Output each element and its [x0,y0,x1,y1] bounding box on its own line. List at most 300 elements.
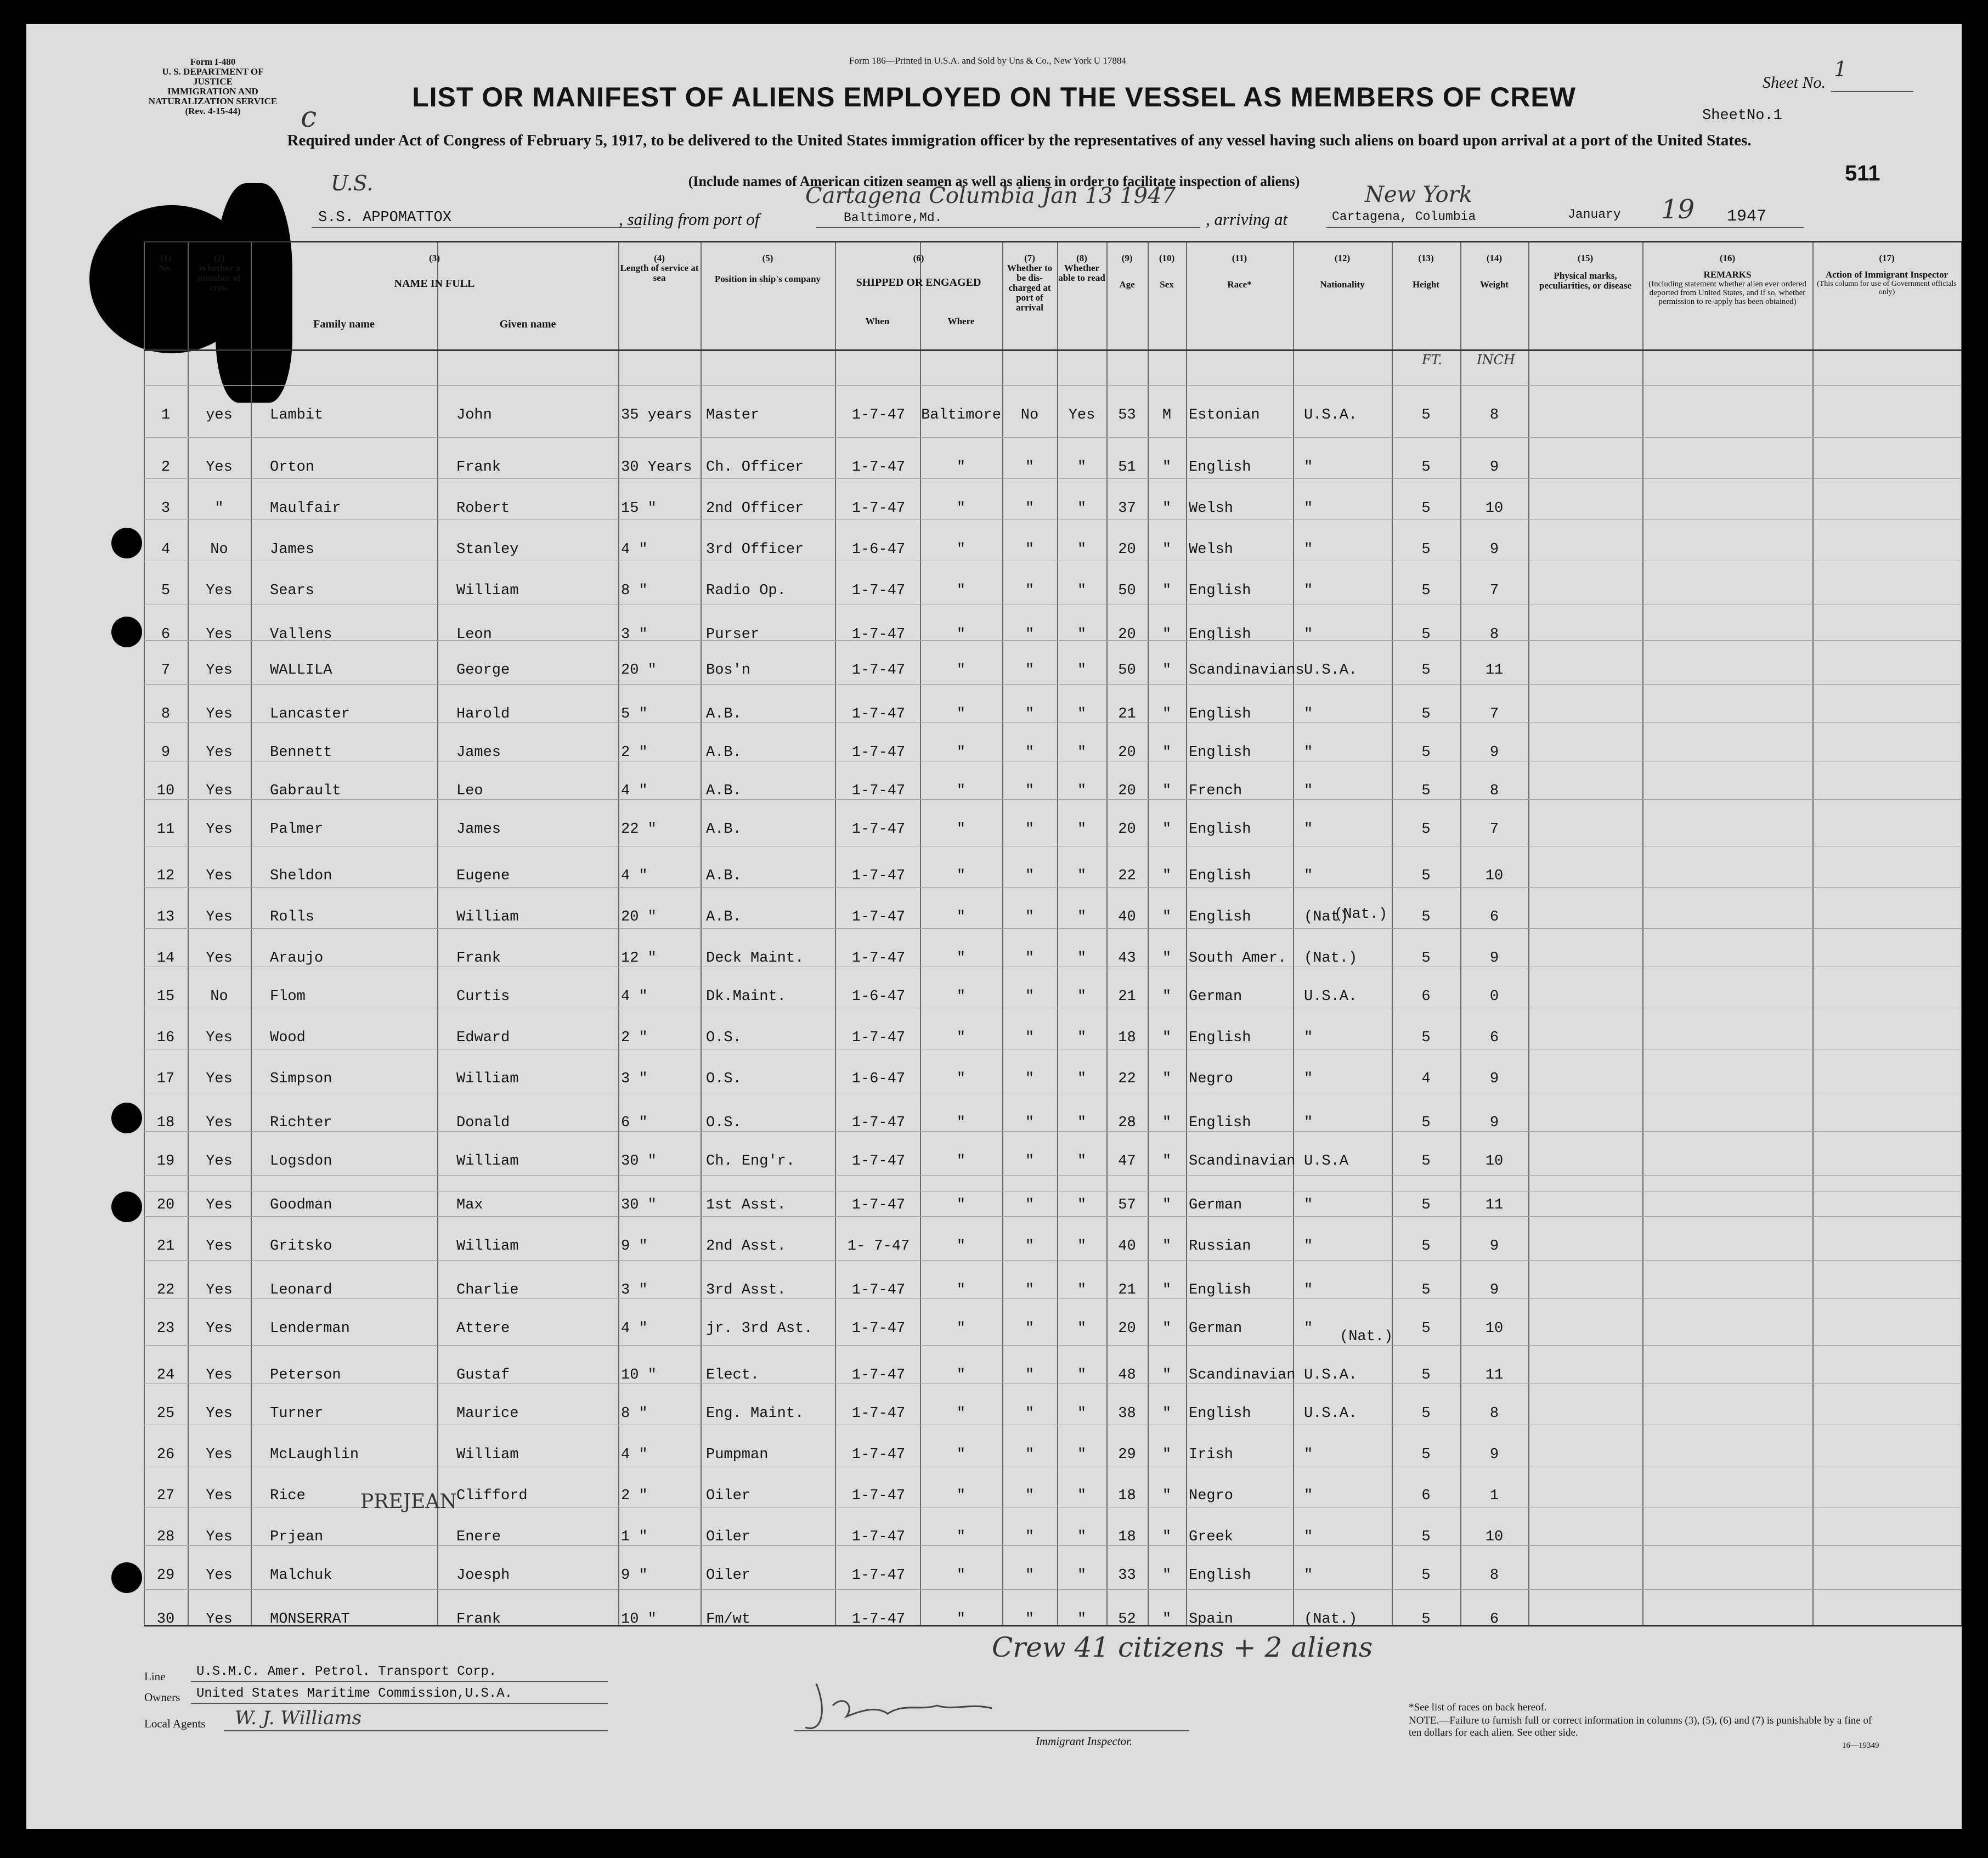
family-name-cell: Gabrault [270,783,341,799]
length-service-cell: 4 " [621,783,648,799]
position-cell: Purser [706,626,760,643]
discharged-cell: " [1025,1447,1035,1463]
sailing-label: , sailing from port of [619,210,760,229]
row-number: 7 [161,662,171,679]
height-ft-cell: 5 [1421,706,1431,722]
col-shipped-engaged: SHIPPED OR ENGAGED [856,276,981,289]
able-to-read-cell: " [1077,459,1087,476]
able-to-read-cell: " [1077,541,1087,558]
race-cell: Greek [1189,1529,1234,1545]
height-inch-cell: 10 [1485,868,1504,884]
able-to-read-cell: " [1077,1153,1087,1170]
col-num: (7) [1024,253,1035,263]
col-num: (1) [160,253,171,263]
height-ft-cell: 5 [1421,1197,1431,1213]
sex-cell: " [1162,868,1172,884]
race-cell: English [1189,744,1251,761]
row-divider [144,1175,1962,1176]
shipped-where-cell: " [956,1153,966,1170]
family-name-cell: Malchuk [270,1567,332,1584]
height-inch-cell: 9 [1489,1447,1499,1463]
given-name-cell: Frank [456,950,501,967]
member-cell: Yes [206,1320,233,1337]
position-cell: 2nd Officer [706,500,804,517]
sailing-port: Baltimore,Md. [844,211,942,225]
position-cell: jr. 3rd Ast. [706,1320,813,1337]
nationality-cell: " [1304,626,1313,643]
prejean-annotation: PREJEAN [360,1490,457,1513]
nationality-cell: " [1304,1238,1313,1255]
nat-annotation-24: (Nat.) [1340,1329,1393,1345]
length-service-cell: 4 " [621,868,648,884]
shipped-when-cell: 1-6-47 [851,541,906,558]
discharged-cell: " [1025,1405,1035,1422]
age-cell: 20 [1118,626,1136,643]
discharged-cell: " [1025,868,1035,884]
shipped-when-cell: 1-7-47 [851,583,906,599]
length-service-cell: 4 " [621,1320,648,1337]
height-inch-cell: 7 [1489,706,1499,722]
member-cell: Yes [206,1488,233,1504]
able-to-read-cell: " [1077,1488,1087,1504]
shipped-where-cell: " [956,459,966,476]
age-cell: 21 [1118,1282,1136,1298]
col-nationality: Nationality [1320,279,1365,290]
sheet-no-label: Sheet No. [1763,74,1826,92]
discharged-cell: " [1025,1367,1035,1383]
length-service-cell: 4 " [621,989,648,1005]
col-given-name: Given name [499,318,556,330]
given-name-cell: Frank [456,1611,501,1628]
col-num: (6) [913,253,924,263]
height-ft-cell: 5 [1421,500,1431,517]
height-inch-cell: 9 [1489,1115,1499,1131]
sex-cell: " [1162,1529,1172,1545]
punch-hole [111,617,142,647]
length-service-cell: 10 " [621,1367,657,1383]
col-num: (13) [1418,253,1434,263]
given-name-cell: Clifford [456,1488,528,1504]
height-inch-cell: 8 [1489,783,1499,799]
height-ft-cell: 5 [1421,1611,1431,1628]
height-ft-cell: 5 [1421,1405,1431,1422]
col-num: (16) [1719,253,1736,263]
discharged-cell: " [1025,1320,1035,1337]
arriving-hand: New York [1365,182,1472,207]
row-number: 12 [156,868,175,884]
race-cell: English [1189,706,1251,722]
nationality-cell: " [1304,1197,1313,1213]
shipped-where-cell: " [956,500,966,517]
height-ft-cell: 5 [1421,459,1431,476]
shipped-when-cell: 1-7-47 [851,1367,906,1383]
length-service-cell: 20 " [621,662,657,679]
sex-cell: " [1162,1030,1172,1046]
height-ft-cell: 5 [1421,541,1431,558]
race-cell: English [1189,1115,1251,1131]
discharged-cell: " [1025,1611,1035,1628]
discharged-cell: " [1025,1153,1035,1170]
row-divider [144,1298,1962,1299]
able-to-read-cell: " [1077,1567,1087,1584]
ft-label: FT. [1422,352,1442,368]
col-name-in-full: NAME IN FULL [394,278,475,290]
nationality-cell: U.S.A. [1304,662,1358,679]
inspector-label: Immigrant Inspector. [1036,1735,1133,1748]
hand-mark-c: c [301,101,317,134]
race-cell: English [1189,1567,1251,1584]
race-cell: English [1189,626,1251,643]
member-cell: No [210,541,228,558]
shipped-where-cell: " [956,1115,966,1131]
family-name-cell: Sears [270,583,315,599]
able-to-read-cell: " [1077,744,1087,761]
col-action-sub: (This column for use of Government officials only) [1817,280,1957,296]
owners-value: United States Maritime Commission,U.S.A. [196,1686,513,1701]
height-inch-cell: 6 [1489,1030,1499,1046]
shipped-where-cell: " [956,1320,966,1337]
shipped-where-cell: " [956,583,966,599]
col-num: (15) [1577,253,1594,263]
shipped-when-cell: 1-7-47 [851,1529,906,1545]
position-cell: 3rd Asst. [706,1282,786,1298]
row-number: 24 [156,1367,175,1383]
sex-cell: " [1162,1153,1172,1170]
nationality-cell: U.S.A. [1304,1367,1358,1383]
age-cell: 53 [1118,407,1136,423]
height-ft-cell: 5 [1421,744,1431,761]
shipped-where-cell: " [956,1030,966,1046]
col-num: (11) [1232,253,1247,263]
height-inch-cell: 11 [1485,1367,1504,1383]
sailing-rule [816,227,1200,228]
member-cell: Yes [206,459,233,476]
height-ft-cell: 5 [1421,950,1431,967]
discharged-cell: " [1025,950,1035,967]
shipped-when-cell: 1-7-47 [851,407,906,423]
shipped-where-cell: " [956,1567,966,1584]
sex-cell: " [1162,989,1172,1005]
col-when: When [865,316,890,326]
family-name-cell: Peterson [270,1367,341,1383]
height-inch-cell: 10 [1485,1153,1504,1170]
crew-count-note: Crew 41 citizens + 2 aliens [992,1631,1373,1663]
age-cell: 18 [1118,1488,1136,1504]
punch-hole [111,1191,142,1222]
col-discharged: Whether to be dis-charged at port of arrival [1007,263,1053,313]
row-number: 14 [156,950,175,967]
family-name-cell: Vallens [270,626,332,643]
punch-hole [111,528,142,558]
sheet-no-hand: 1 [1834,57,1848,81]
family-name-cell: Logsdon [270,1153,332,1170]
discharged-cell: " [1025,583,1035,599]
nationality-cell: " [1304,1320,1313,1337]
col-num: (5) [762,253,773,263]
shipped-where-cell: " [956,1197,966,1213]
length-service-cell: 9 " [621,1567,648,1584]
shipped-where-cell: " [956,1367,966,1383]
col-num: (17) [1879,253,1895,263]
length-service-cell: 35 years [621,407,692,423]
height-inch-cell: 11 [1485,1197,1504,1213]
able-to-read-cell: " [1077,1529,1087,1545]
age-cell: 52 [1118,1611,1136,1628]
col-where: Where [947,316,975,326]
position-cell: Eng. Maint. [706,1405,804,1422]
row-number: 6 [161,626,171,643]
length-service-cell: 30 " [621,1153,657,1170]
nationality-cell: " [1304,1529,1313,1545]
row-number: 13 [156,909,175,925]
position-cell: A.B. [706,744,742,761]
race-cell: Negro [1189,1071,1234,1087]
discharged-cell: " [1025,1115,1035,1131]
member-cell: Yes [206,744,233,761]
discharged-cell: " [1025,500,1035,517]
row-number: 25 [156,1405,175,1422]
discharged-cell: " [1025,1238,1035,1255]
member-cell: " [214,500,224,517]
able-to-read-cell: " [1077,706,1087,722]
height-ft-cell: 5 [1421,1367,1431,1383]
race-cell: English [1189,1282,1251,1298]
given-name-cell: Stanley [456,541,519,558]
height-inch-cell: 6 [1489,909,1499,925]
race-cell: Negro [1189,1488,1234,1504]
given-name-cell: Harold [456,706,510,722]
height-inch-cell: 10 [1485,500,1504,517]
position-cell: Master [706,407,760,423]
length-service-cell: 9 " [621,1238,648,1255]
race-cell: Scandinavian [1189,1153,1296,1170]
age-cell: 21 [1118,706,1136,722]
height-ft-cell: 5 [1421,583,1431,599]
member-cell: No [210,989,228,1005]
row-divider [144,437,1962,438]
age-cell: 22 [1118,1071,1136,1087]
given-name-cell: Gustaf [456,1367,510,1383]
row-divider [144,1131,1962,1132]
position-cell: Ch. Eng'r. [706,1153,795,1170]
length-service-cell: 2 " [621,1030,648,1046]
position-cell: 3rd Officer [706,541,804,558]
age-cell: 50 [1118,662,1136,679]
height-inch-cell: 9 [1489,459,1499,476]
able-to-read-cell: " [1077,909,1087,925]
able-to-read-cell: " [1077,1197,1087,1213]
form-id: Form I-480 [190,57,236,67]
nationality-cell: " [1304,821,1313,838]
family-name-cell: Lambit [270,407,324,423]
member-cell: Yes [206,1115,233,1131]
height-inch-cell: 0 [1489,989,1499,1005]
able-to-read-cell: " [1077,1030,1087,1046]
shipped-when-cell: 1-7-47 [851,1320,906,1337]
height-inch-cell: 11 [1485,662,1504,679]
shipped-when-cell: 1-7-47 [851,706,906,722]
height-ft-cell: 5 [1421,1153,1431,1170]
height-inch-cell: 8 [1489,1567,1499,1584]
nationality-cell: " [1304,1282,1313,1298]
discharged-cell: " [1025,1282,1035,1298]
member-cell: Yes [206,1197,233,1213]
length-service-cell: 30 Years [621,459,692,476]
age-cell: 48 [1118,1367,1136,1383]
inspector-signature [794,1673,1025,1738]
member-cell: Yes [206,821,233,838]
inch-label: INCH [1477,352,1515,368]
race-cell: English [1189,583,1251,599]
able-to-read-cell: " [1077,1282,1087,1298]
family-name-cell: Simpson [270,1071,332,1087]
race-cell: English [1189,1030,1251,1046]
member-cell: Yes [206,1071,233,1087]
shipped-when-cell: 1-7-47 [851,459,906,476]
height-ft-cell: 5 [1421,821,1431,838]
discharged-cell: " [1025,783,1035,799]
arriving-port: Cartagena, Columbia [1332,210,1476,224]
nationality-cell: " [1304,1447,1313,1463]
length-service-cell: 3 " [621,1282,648,1298]
family-name-cell: MONSERRAT [270,1611,350,1628]
shipped-where-cell: " [956,909,966,925]
col-num: (9) [1121,253,1133,263]
position-cell: A.B. [706,783,742,799]
race-cell: Irish [1189,1447,1234,1463]
length-service-cell: 10 " [621,1611,657,1628]
length-service-cell: 4 " [621,541,648,558]
given-name-cell: Leo [456,783,483,799]
shipped-where-cell: " [956,744,966,761]
family-name-cell: Leonard [270,1282,332,1298]
member-cell: Yes [206,1153,233,1170]
sex-cell: " [1162,541,1172,558]
sex-cell: " [1162,1611,1172,1628]
given-name-cell: Robert [456,500,510,517]
age-cell: 40 [1118,909,1136,925]
family-name-cell: Maulfair [270,500,341,517]
able-to-read-cell: " [1077,1320,1087,1337]
able-to-read-cell: " [1077,989,1087,1005]
sex-cell: " [1162,1282,1172,1298]
col-able-to-read: Whether able to read [1058,263,1105,283]
shipped-when-cell: 1-7-47 [851,821,906,838]
position-cell: Ch. Officer [706,459,804,476]
nationality-cell: U.S.A. [1304,407,1358,423]
shipped-where-cell: " [956,821,966,838]
shipped-when-cell: 1-7-47 [851,1153,906,1170]
height-ft-cell: 5 [1421,1238,1431,1255]
race-cell: English [1189,909,1251,925]
sex-cell: " [1162,783,1172,799]
nationality-cell: " [1304,868,1313,884]
age-cell: 20 [1118,744,1136,761]
given-name-cell: Attere [456,1320,510,1337]
able-to-read-cell: " [1077,1611,1087,1628]
given-name-cell: Frank [456,459,501,476]
position-cell: A.B. [706,868,742,884]
col-num: (2) [213,253,225,263]
sex-cell: " [1162,1488,1172,1504]
height-inch-cell: 9 [1489,1282,1499,1298]
race-cell: Estonian [1189,407,1260,423]
family-name-cell: Prjean [270,1529,324,1545]
position-cell: 2nd Asst. [706,1238,786,1255]
discharged-cell: No [1020,407,1039,423]
col-length-service: Length of service at sea [620,263,699,283]
row-divider [144,640,1962,641]
form-code: 16—19349 [1842,1741,1879,1750]
height-ft-cell: 5 [1421,1320,1431,1337]
race-cell: German [1189,1320,1242,1337]
able-to-read-cell: " [1077,1071,1087,1087]
row-divider [144,1545,1962,1546]
position-cell: Elect. [706,1367,760,1383]
member-cell: Yes [206,868,233,884]
discharged-cell: " [1025,1529,1035,1545]
age-cell: 50 [1118,583,1136,599]
nationality-cell: " [1304,583,1313,599]
member-cell: Yes [206,1238,233,1255]
agents-label: Local Agents [144,1717,206,1730]
row-number: 18 [156,1115,175,1131]
given-name-cell: William [456,1238,519,1255]
col-family-name: Family name [313,318,375,330]
punch-hole [111,1562,142,1593]
sex-cell: " [1162,1405,1172,1422]
shipped-when-cell: 1-7-47 [851,626,906,643]
shipped-when-cell: 1-7-47 [851,1197,906,1213]
sex-cell: " [1162,1071,1172,1087]
sailing-hand: Cartagena Columbia Jan 13 1947 [805,183,1176,208]
row-number: 19 [156,1153,175,1170]
given-name-cell: William [456,1447,519,1463]
height-inch-cell: 9 [1489,541,1499,558]
family-name-cell: Araujo [270,950,324,967]
owners-rule [191,1703,608,1704]
race-cell: Spain [1189,1611,1234,1628]
age-cell: 20 [1118,821,1136,838]
nationality-cell: " [1304,783,1313,799]
row-number: 30 [156,1611,175,1628]
height-inch-cell: 9 [1489,1071,1499,1087]
sex-cell: " [1162,1238,1172,1255]
nationality-cell: " [1304,1071,1313,1087]
length-service-cell: 3 " [621,626,648,643]
length-service-cell: 3 " [621,1071,648,1087]
discharged-cell: " [1025,1071,1035,1087]
row-divider [144,1589,1962,1590]
discharged-cell: " [1025,1197,1035,1213]
sex-cell: " [1162,626,1172,643]
family-name-cell: Rice [270,1488,306,1504]
race-cell: South Amer. [1189,950,1287,967]
family-name-cell: Palmer [270,821,324,838]
shipped-where-cell: " [956,868,966,884]
date-day: 19 [1661,194,1695,225]
shipped-when-cell: 1-7-47 [851,783,906,799]
member-cell: yes [206,407,233,423]
shipped-where-cell: " [956,1405,966,1422]
height-ft-cell: 5 [1421,1115,1431,1131]
able-to-read-cell: " [1077,583,1087,599]
date-month: January [1568,207,1621,222]
age-cell: 18 [1118,1529,1136,1545]
nationality-cell: U.S.A. [1304,989,1358,1005]
row-number: 11 [156,821,175,838]
discharged-cell: " [1025,744,1035,761]
